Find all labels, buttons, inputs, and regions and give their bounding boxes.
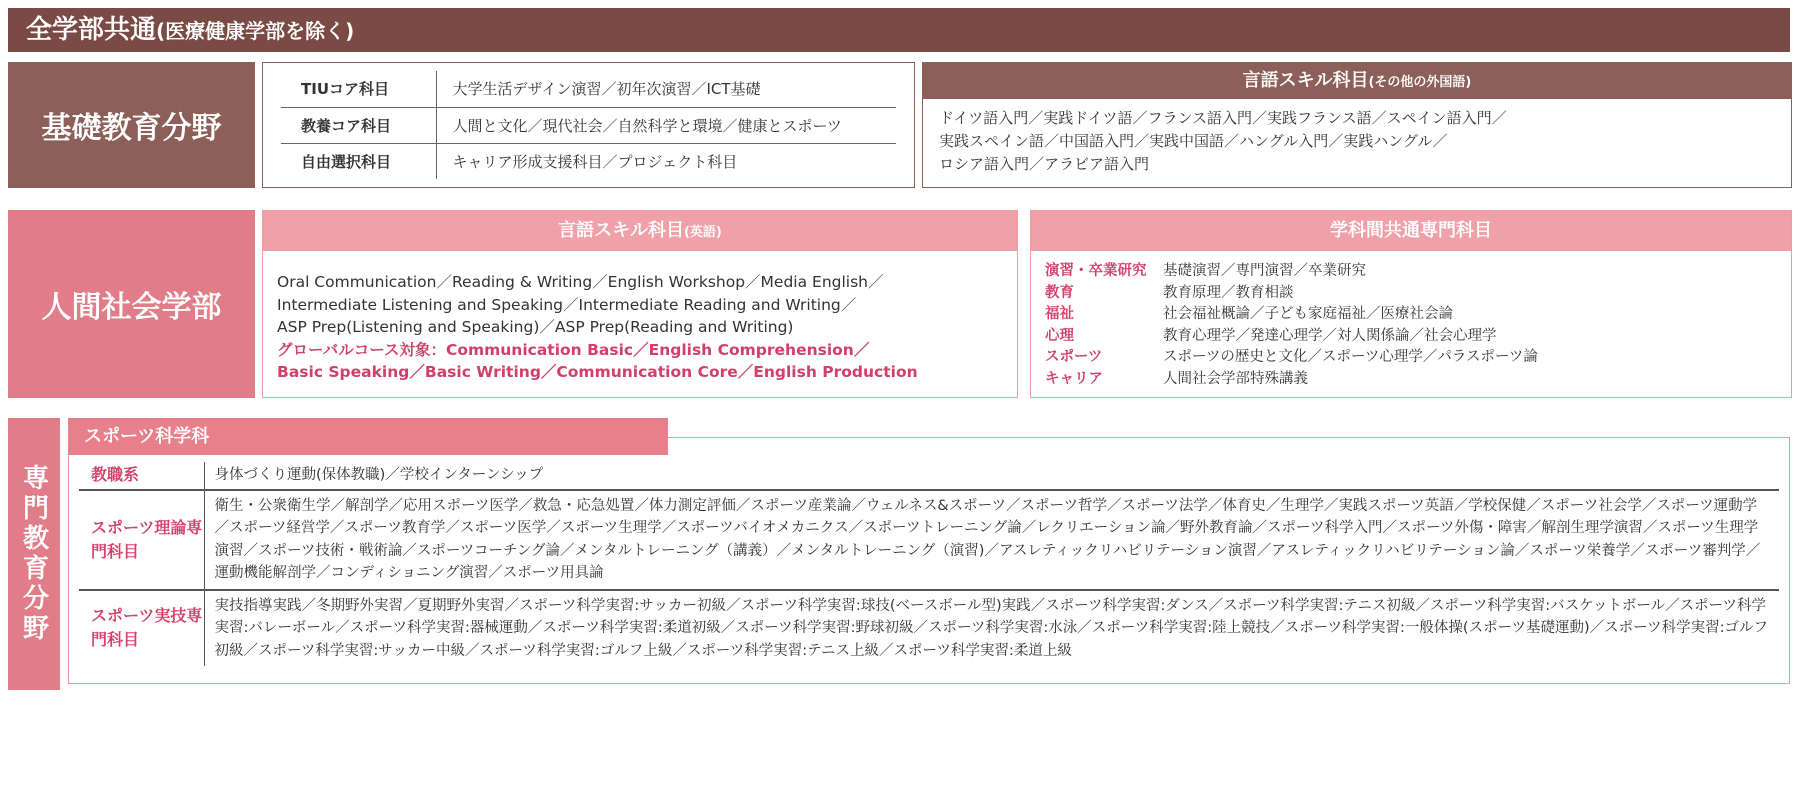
item-key: スポーツ bbox=[1045, 349, 1103, 365]
row-key: TIUコア科目 bbox=[281, 71, 436, 107]
row-value: 人間と文化／現代社会／自然科学と環境／健康とスポーツ bbox=[436, 107, 896, 143]
row-key: スポーツ理論専門科目 bbox=[79, 490, 204, 590]
table-row bbox=[79, 490, 1779, 590]
text-line: Oral Communication／Reading & Writing／English Workshop／Media English／ bbox=[277, 273, 884, 291]
header-title: 言語スキル科目 bbox=[558, 220, 684, 241]
humanities-label: 人間社会学部 bbox=[8, 210, 255, 398]
text-line: ロシア語入門／アラビア語入門 bbox=[939, 155, 1150, 173]
item-value: 基礎演習／専門演習／卒業研究 bbox=[1163, 263, 1366, 279]
table-row bbox=[281, 143, 896, 179]
other-languages-panel bbox=[922, 62, 1792, 188]
table-row bbox=[281, 107, 896, 143]
table-row bbox=[281, 71, 896, 107]
item-value: 人間社会学部特殊講義 bbox=[1163, 370, 1308, 387]
row-key: 自由選択科目 bbox=[281, 143, 436, 179]
row-value: 身体づくり運動(保体教職)／学校インターンシップ bbox=[214, 467, 544, 483]
specialized-label: 専門教育分野 bbox=[8, 418, 60, 690]
table-row bbox=[79, 462, 1779, 490]
global-course-line: Basic Speaking／Basic Writing／Communication Core／English Production bbox=[277, 363, 918, 381]
header-sub: (英語) bbox=[683, 225, 722, 240]
text-line: Intermediate Listening and Speaking／Intermediate Reading and Writing／ bbox=[277, 295, 857, 314]
global-course-line: グローバルコース対象：Communication Basic／English Comprehension／ bbox=[277, 340, 870, 359]
core-subjects-table bbox=[262, 62, 915, 188]
foundation-label: 基礎教育分野 bbox=[8, 62, 255, 188]
row-key: スポーツ実技専門科目 bbox=[79, 590, 204, 667]
item-key: キャリア bbox=[1045, 370, 1103, 387]
text-line: ドイツ語入門／実践ドイツ語／フランス語入門／実践フランス語／スペイン語入門／ bbox=[939, 109, 1507, 127]
header-title: 言語スキル科目 bbox=[1242, 70, 1369, 91]
table-row bbox=[79, 590, 1779, 667]
item-key: 心理 bbox=[1045, 327, 1074, 344]
row-value: 実技指導実践／冬期野外実習／夏期野外実習／スポーツ科学実習:サッカー初級／スポーツ科学実習:球技(ベースボール型)実践／スポーツ科学実習:ダンス／スポーツ科学実習:テニス初級／スポーツ科学実習:バスケットボール／スポーツ科学実習:バレーボール／スポーツ科学実習:器械運動／スポーツ科学実習:柔道初級／スポーツ科学実習:野球初級／スポーツ科学実習:水泳／スポーツ科学実習:陸上競技／スポーツ科学実習:一般体操(スポーツ基礎運動)／スポーツ科学実習:ゴルフ初級／スポーツ科学実習:サッカー中級／スポーツ科学実習:ゴルフ上級／スポーツ科学実習:テニス上級／スポーツ科学実習:柔道上級 bbox=[204, 590, 1779, 667]
common-specialized-panel bbox=[1030, 210, 1792, 398]
list-item bbox=[1045, 326, 1777, 348]
panel-header bbox=[923, 63, 1791, 99]
item-key: 教育 bbox=[1045, 284, 1074, 301]
text-line: 実践スペイン語／中国語入門／実践中国語／ハングル入門／実践ハングル／ bbox=[939, 132, 1448, 150]
sports-science-panel bbox=[68, 437, 1790, 684]
item-value: スポーツの歴史と文化／スポーツ心理学／パラスポーツ論 bbox=[1163, 349, 1538, 365]
item-key: 演習・卒業研究 bbox=[1045, 263, 1147, 279]
item-value: 社会福祉概論／子ども家庭福祉／医療社会論 bbox=[1163, 306, 1453, 322]
row-value: 衛生・公衆衛生学／解剖学／応用スポーツ医学／救急・応急処置／体力測定評価／スポーツ産業論／ウェルネス&スポーツ／スポーツ哲学／スポーツ法学／体育史／生理学／実践スポーツ英語／学校保健／スポーツ社会学／スポーツ運動学／スポーツ経営学／スポーツ教育学／スポーツ医学／スポーツ生理学／スポーツバイオメカニクス／スポーツトレーニング論／レクリエーション論／野外教育論／スポーツ科学入門／スポーツ外傷・障害／解剖生理学演習／スポーツ生理学演習／スポーツ技術・戦術論／スポーツコーチング論／メンタルトレーニング（講義）／メンタルトレーニング（演習)／アスレティックリハビリテーション演習／アスレティックリハビリテーション論／スポーツ栄養学／スポーツ審判学／運動機能解剖学／コンディショニング演習／スポーツ用具論 bbox=[204, 490, 1779, 590]
panel-header: 学科間共通専門科目 bbox=[1031, 211, 1791, 251]
row-value: 大学生活デザイン演習／初年次演習／ICT基礎 bbox=[452, 80, 761, 99]
list-item bbox=[1045, 261, 1777, 283]
list-item bbox=[1045, 347, 1777, 369]
title-sub: (医療健康学部を除く) bbox=[156, 19, 355, 43]
list-item bbox=[1045, 283, 1777, 305]
row-value: キャリア形成支援科目／プロジェクト科目 bbox=[436, 143, 896, 179]
item-key: 福祉 bbox=[1045, 306, 1074, 322]
title-main: 全学部共通 bbox=[26, 15, 157, 45]
row-key: 教養コア科目 bbox=[281, 107, 436, 143]
header-sub: (その他の外国語) bbox=[1368, 75, 1472, 90]
page-title bbox=[8, 8, 1790, 52]
list-item bbox=[1045, 304, 1777, 326]
english-panel bbox=[262, 210, 1018, 398]
list-item bbox=[1045, 369, 1777, 391]
item-value: 教育心理学／発達心理学／対人関係論／社会心理学 bbox=[1163, 327, 1497, 344]
row-key: 教職系 bbox=[79, 462, 204, 490]
text-line: ASP Prep(Listening and Speaking)／ASP Prep(Reading and Writing) bbox=[277, 318, 794, 336]
department-tab: スポーツ科学科 bbox=[68, 418, 668, 455]
item-value: 教育原理／教育相談 bbox=[1163, 284, 1294, 301]
panel-header bbox=[263, 211, 1017, 251]
